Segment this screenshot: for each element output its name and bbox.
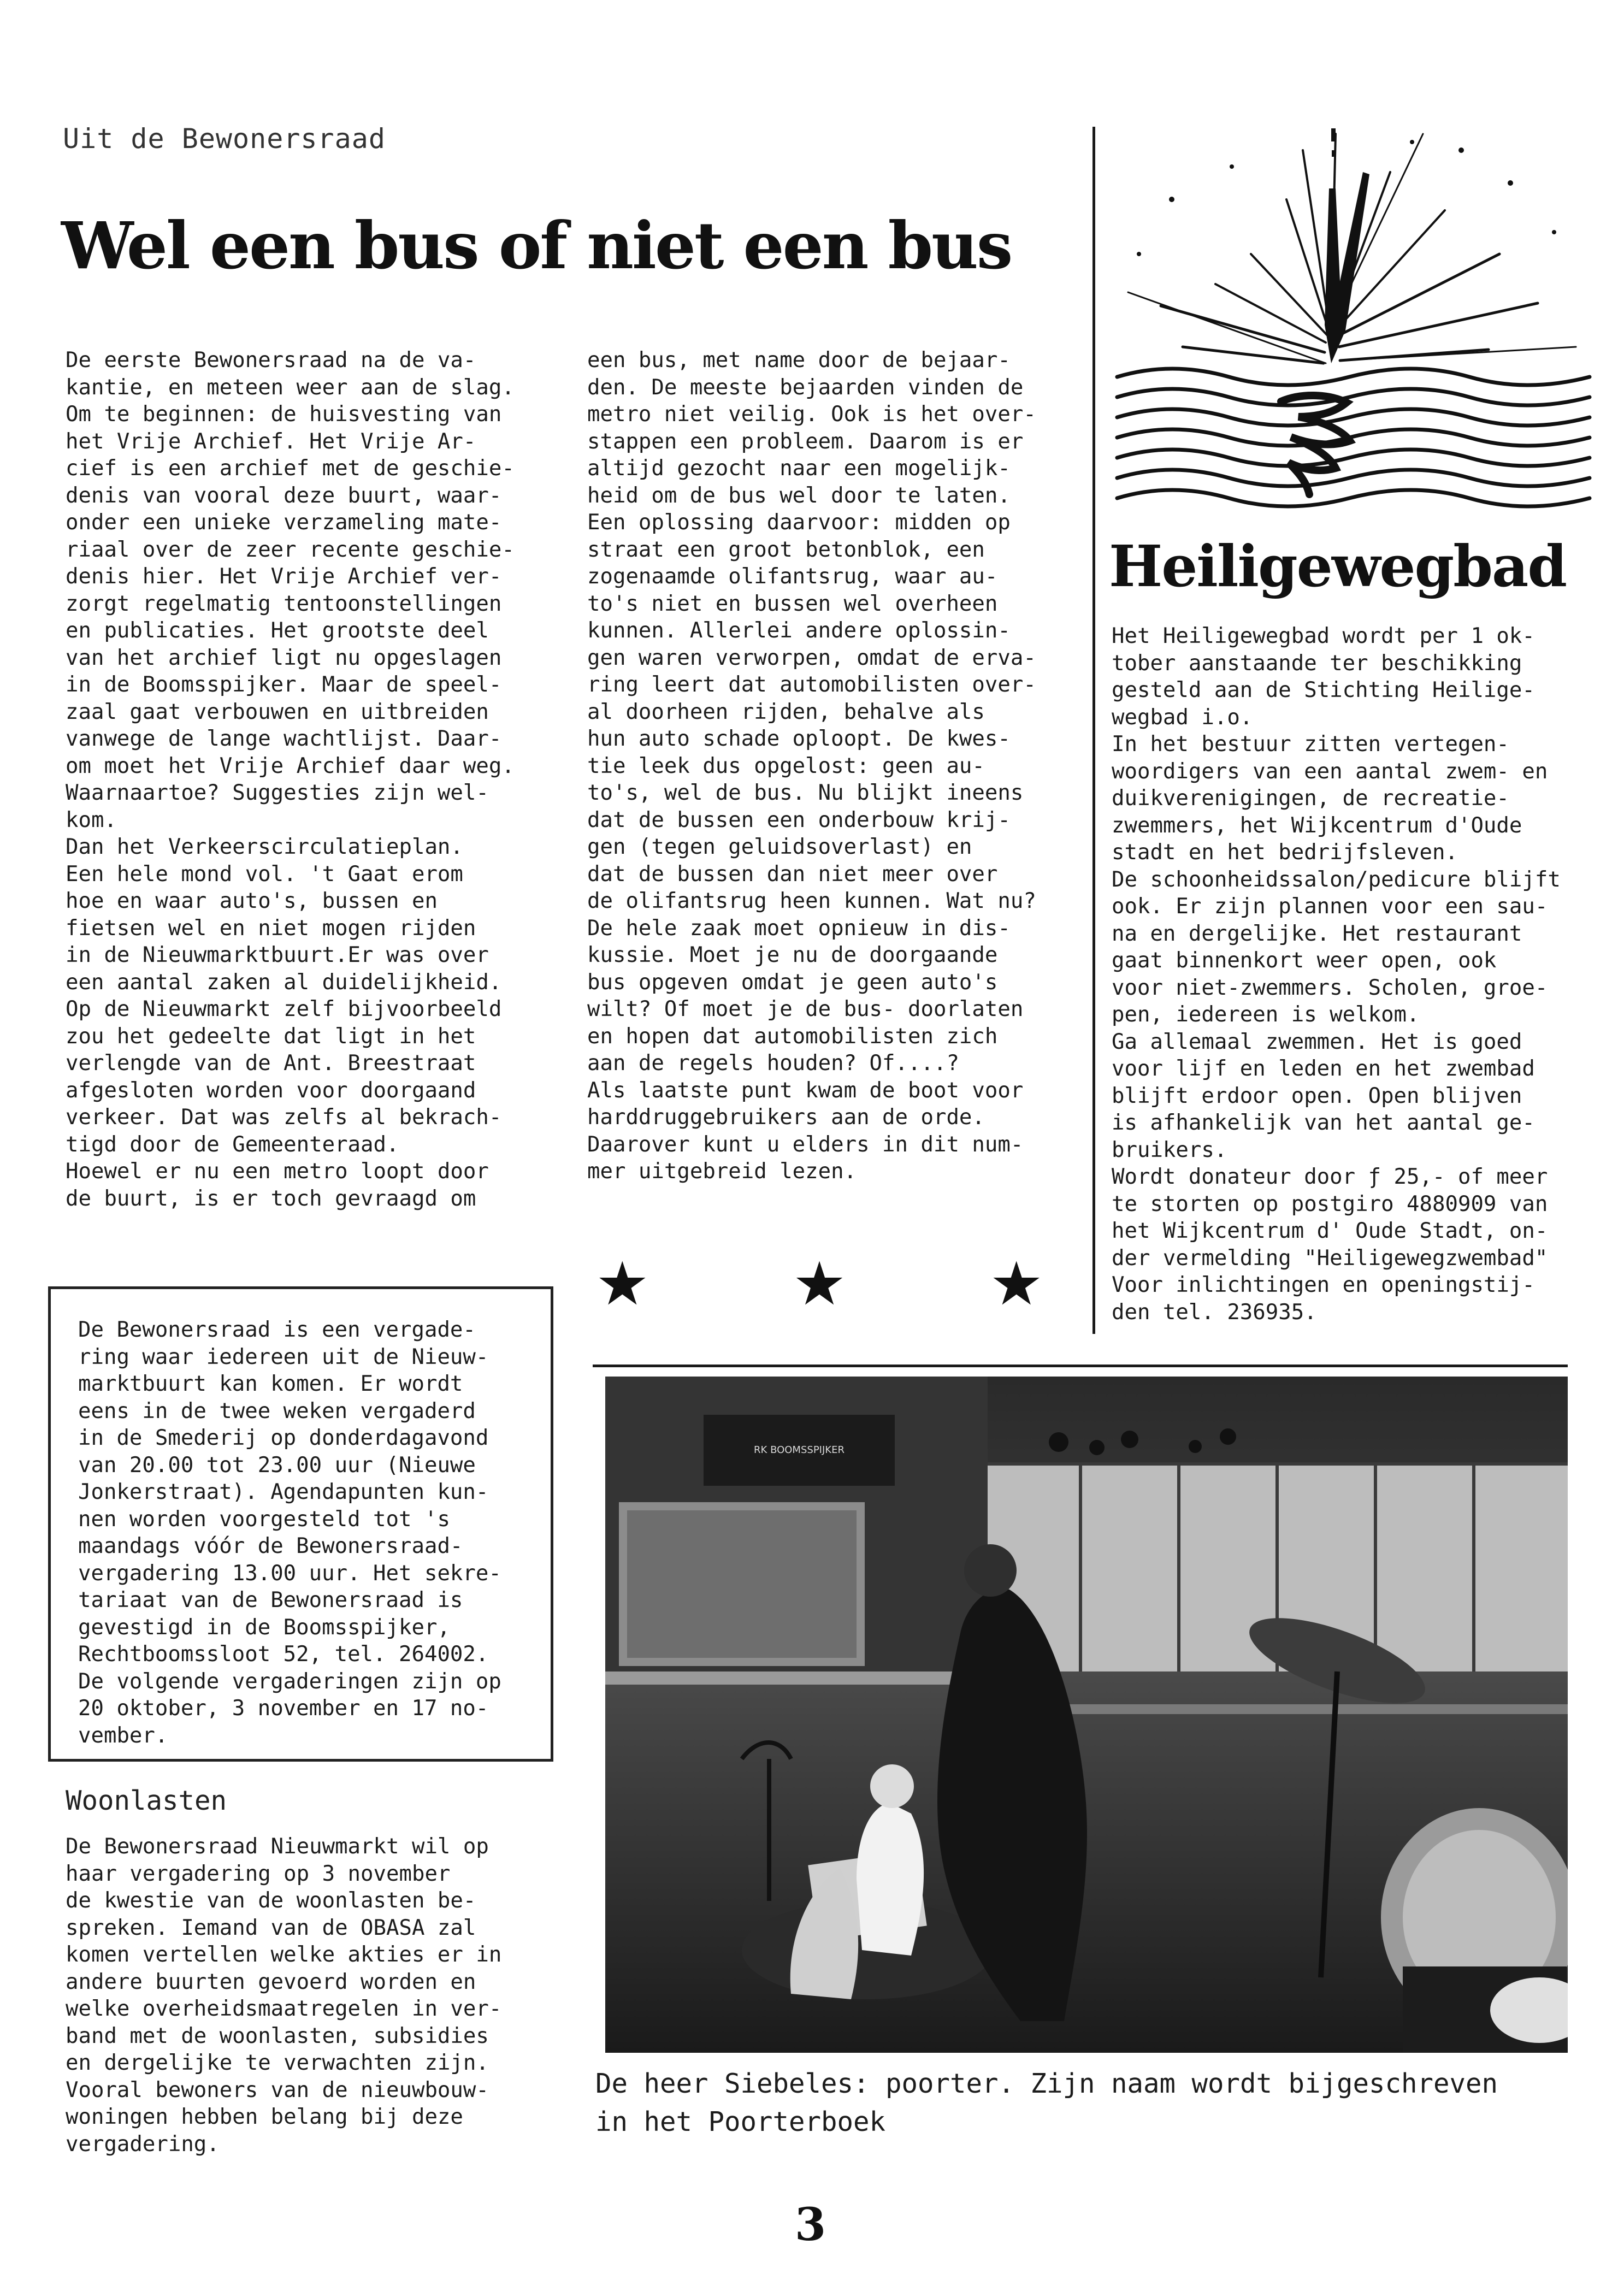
article-line: het Vrije Archief. Het Vrije Ar- xyxy=(66,429,476,454)
sidebar-line: is afhankelijk van het aantal ge- xyxy=(1112,1111,1535,1135)
article-line: Een hele mond vol. 't Gaat erom xyxy=(66,861,463,887)
article-line: zou het gedeelte dat ligt in het xyxy=(66,1024,476,1049)
caption-line: in het Poorterboek xyxy=(595,2106,886,2137)
headline: Wel een bus of niet een bus xyxy=(61,208,1012,283)
article-line: al doorheen rijden, behalve als xyxy=(587,699,985,724)
sidebar-body xyxy=(1112,623,1598,1326)
woonlasten-heading: Woonlasten xyxy=(66,1785,227,1816)
article-line: hoe en waar auto's, bussen en xyxy=(66,889,438,913)
article-line: Een oplossing daarvoor: midden op xyxy=(587,510,1011,535)
info-line: maandags vóór de Bewonersraad- xyxy=(78,1534,463,1558)
column-divider xyxy=(1092,127,1095,1334)
article-line: Dan het Verkeerscirculatieplan. xyxy=(66,835,463,859)
article-line: en publicaties. Het grootste deel xyxy=(66,618,489,643)
article-line: verlengde van de Ant. Breestraat xyxy=(66,1051,476,1076)
sidebar-line: gaat binnenkort weer open, ook xyxy=(1112,948,1497,973)
article-line: van het archief ligt nu opgeslagen xyxy=(66,645,502,670)
info-line: nen worden voorgesteld tot 's xyxy=(78,1507,450,1532)
article-line: heid om de bus wel door te laten. xyxy=(587,483,1011,508)
info-line: De volgende vergaderingen zijn op xyxy=(78,1669,501,1694)
article-line: altijd gezocht naar een mogelijk- xyxy=(587,456,1011,481)
article-line: De eerste Bewonersraad na de va- xyxy=(66,348,476,373)
article-line: een aantal zaken al duidelijkheid. xyxy=(66,970,502,995)
article-line: afgesloten worden voor doorgaand xyxy=(66,1078,476,1103)
info-box-text xyxy=(78,1316,501,1749)
info-line: eens in de twee weken vergaderd xyxy=(78,1398,476,1424)
article-line: zogenaamde olifantsrug, waar au- xyxy=(587,564,998,589)
info-line: tariaat van de Bewonersraad is xyxy=(78,1588,463,1613)
article-line: De hele zaak moet opnieuw in dis- xyxy=(587,915,1011,941)
caption-line: De heer Siebeles: poorter. Zijn naam wordt bijgeschreven xyxy=(595,2068,1498,2099)
sidebar-line: Ga allemaal zwemmen. Het is goed xyxy=(1112,1029,1522,1054)
sidebar-line: voor niet-zwemmers. Scholen, groe- xyxy=(1112,975,1548,1000)
photo xyxy=(605,1377,1568,2053)
sidebar-line: Wordt donateur door ƒ 25,- of meer xyxy=(1112,1165,1548,1189)
photo-caption xyxy=(595,2065,1498,2141)
sign-text: RK BOOMSSPIJKER xyxy=(754,1444,845,1456)
sidebar-line: duikverenigingen, de recreatie- xyxy=(1112,786,1509,811)
article-line: kunnen. Allerlei andere oplossin- xyxy=(587,618,1011,643)
sidebar-line: gesteld aan de Stichting Heilige- xyxy=(1112,678,1535,702)
sidebar-line: In het bestuur zitten vertegen- xyxy=(1112,732,1509,757)
article-line: harddruggebruikers aan de orde. xyxy=(587,1105,985,1130)
woonlasten-body xyxy=(66,1833,546,2158)
article-line: kantie, en meteen weer aan de slag. xyxy=(66,375,515,400)
sidebar-line: den tel. 236935. xyxy=(1112,1300,1317,1325)
article-line: kom. xyxy=(66,807,117,832)
info-line: Rechtboomssloot 52, tel. 264002. xyxy=(78,1642,489,1667)
article-line: verkeer. Dat was zelfs al bekrach- xyxy=(66,1105,502,1130)
sidebar-line: De schoonheidssalon/pedicure blijft xyxy=(1112,867,1561,892)
article-line: denis hier. Het Vrije Archief ver- xyxy=(66,564,502,589)
article-line: zaal gaat verbouwen en uitbreiden xyxy=(66,699,489,724)
sidebar-line: der vermelding "Heiligewegzwembad" xyxy=(1112,1245,1548,1271)
info-line: De Bewonersraad is een vergade- xyxy=(78,1318,476,1342)
article-line: vanwege de lange wachtlijst. Daar- xyxy=(66,727,502,751)
article-line: denis van vooral deze buurt, waar- xyxy=(66,483,502,508)
article-line: gen (tegen geluidsoverlast) en xyxy=(587,835,972,859)
woonlasten-line: woningen hebben belang bij deze xyxy=(66,2105,463,2129)
article-line: in de Boomsspijker. Maar de speel- xyxy=(66,672,502,697)
article-line: fietsen wel en niet mogen rijden xyxy=(66,915,476,941)
photo-top-rule xyxy=(593,1365,1568,1367)
star-icon: ★ xyxy=(792,1249,847,1319)
info-line: Jonkerstraat). Agendapunten kun- xyxy=(78,1480,489,1504)
sidebar-line: wegbad i.o. xyxy=(1112,705,1253,730)
article-line: om moet het Vrije Archief daar weg. xyxy=(66,753,515,778)
article-line: de olifantsrug heen kunnen. Wat nu? xyxy=(587,889,1036,913)
article-line: gen waren verworpen, omdat de erva- xyxy=(587,645,1036,670)
article-line: en hopen dat automobilisten zich xyxy=(587,1024,998,1049)
article-line: cief is een archief met de geschie- xyxy=(66,456,515,481)
sidebar-line: voor lijf en leden en het zwembad xyxy=(1112,1056,1535,1081)
article-line: Op de Nieuwmarkt zelf bijvoorbeeld xyxy=(66,997,502,1021)
article-line: kussie. Moet je nu de doorgaande xyxy=(587,943,998,967)
article-line: dat de bussen een onderbouw krij- xyxy=(587,807,1011,832)
sidebar-line: na en dergelijke. Het restaurant xyxy=(1112,921,1522,946)
article-line: straat een groot betonblok, een xyxy=(587,537,985,562)
article-line: hun auto schade oploopt. De kwes- xyxy=(587,727,1011,751)
woonlasten-line: andere buurten gevoerd worden en xyxy=(66,1969,476,1994)
sidebar-line: tober aanstaande ter beschikking xyxy=(1112,651,1522,676)
article-line: Daarover kunt u elders in dit num- xyxy=(587,1132,1024,1157)
article-column-1 xyxy=(66,347,546,1212)
sidebar-line: stadt en het bedrijfsleven. xyxy=(1112,840,1458,865)
woonlasten-line: welke overheidsmaatregelen in ver- xyxy=(66,1997,502,2021)
woonlasten-line: komen vertellen welke akties er in xyxy=(66,1942,502,1967)
sidebar-line: Voor inlichtingen en openingstij- xyxy=(1112,1273,1535,1297)
info-line: 20 oktober, 3 november en 17 no- xyxy=(78,1696,489,1721)
woonlasten-line: band met de woonlasten, subsidies xyxy=(66,2023,489,2048)
info-line: vergadering 13.00 uur. Het sekre- xyxy=(78,1561,501,1586)
article-line: dat de bussen dan niet meer over xyxy=(587,861,998,887)
article-line: mer uitgebreid lezen. xyxy=(587,1159,857,1184)
article-line: aan de regels houden? Of....? xyxy=(587,1051,959,1076)
article-line: een bus, met name door de bejaar- xyxy=(587,348,1011,373)
section-label: Uit de Bewonersraad xyxy=(63,123,386,155)
article-line: to's niet en bussen wel overheen xyxy=(587,591,998,616)
article-line: to's, wel de bus. Nu blijkt ineens xyxy=(587,781,1024,805)
info-line: van 20.00 tot 23.00 uur (Nieuwe xyxy=(78,1452,476,1478)
sidebar-line: bruikers. xyxy=(1112,1137,1227,1162)
article-line: Als laatste punt kwam de boot voor xyxy=(587,1078,1024,1103)
article-line: onder een unieke verzameling mate- xyxy=(66,510,502,535)
woonlasten-line: en dergelijke te verwachten zijn. xyxy=(66,2051,489,2075)
sidebar-line: blijft erdoor open. Open blijven xyxy=(1112,1083,1522,1108)
article-line: ring leert dat automobilisten over- xyxy=(587,672,1036,697)
woonlasten-line: de kwestie van de woonlasten be- xyxy=(66,1888,476,1913)
article-line: riaal over de zeer recente geschie- xyxy=(66,537,515,562)
article-line: stappen een probleem. Daarom is er xyxy=(587,429,1024,454)
article-line: den. De meeste bejaarden vinden de xyxy=(587,375,1024,400)
woonlasten-line: haar vergadering op 3 november xyxy=(66,1861,451,1886)
star-separator xyxy=(595,1249,1043,1319)
sidebar-line: zwemmers, het Wijkcentrum d'Oude xyxy=(1112,813,1522,838)
star-icon: ★ xyxy=(595,1249,649,1319)
info-line: ring waar iedereen uit de Nieuw- xyxy=(78,1344,489,1369)
woonlasten-line: vergadering. xyxy=(66,2131,220,2157)
article-column-2 xyxy=(587,347,1079,1185)
article-line: tigd door de Gemeenteraad. xyxy=(66,1132,399,1157)
sidebar-line: Het Heiligewegbad wordt per 1 ok- xyxy=(1112,624,1535,648)
sidebar-line: woordigers van een aantal zwem- en xyxy=(1112,759,1548,784)
article-line: in de Nieuwmarktbuurt.Er was over xyxy=(66,943,489,967)
info-line: gevestigd in de Boomsspijker, xyxy=(78,1615,450,1640)
woonlasten-line: Vooral bewoners van de nieuwbouw- xyxy=(66,2077,489,2102)
sidebar-line: ook. Er zijn plannen voor een sau- xyxy=(1112,894,1548,919)
article-line: metro niet veilig. Ook is het over- xyxy=(587,402,1036,427)
woonlasten-line: spreken. Iemand van de OBASA zal xyxy=(66,1915,476,1940)
article-line: tie leek dus opgelost: geen au- xyxy=(587,753,985,778)
info-box xyxy=(48,1286,553,1762)
sidebar-title: Heiligewegbad xyxy=(1109,533,1567,600)
article-line: Hoewel er nu een metro loopt door xyxy=(66,1159,489,1184)
sidebar-line: pen, iedereen is welkom. xyxy=(1112,1002,1420,1027)
sidebar-line: het Wijkcentrum d' Oude Stadt, on- xyxy=(1112,1219,1548,1243)
splash-illustration xyxy=(1106,117,1592,527)
article-line: bus opgeven omdat je geen auto's xyxy=(587,970,998,995)
info-line: marktbuurt kan komen. Er wordt xyxy=(78,1372,463,1396)
star-icon: ★ xyxy=(989,1249,1043,1319)
info-line: in de Smederij op donderdagavond xyxy=(78,1426,489,1450)
article-line: Waarnaartoe? Suggesties zijn wel- xyxy=(66,781,489,805)
article-line: zorgt regelmatig tentoonstellingen xyxy=(66,591,502,616)
article-line: Om te beginnen: de huisvesting van xyxy=(66,402,502,427)
page-number: 3 xyxy=(795,2199,826,2251)
sidebar-line: te storten op postgiro 4880909 van xyxy=(1112,1191,1548,1216)
article-line: wilt? Of moet je de bus- doorlaten xyxy=(587,997,1024,1021)
woonlasten-line: De Bewonersraad Nieuwmarkt wil op xyxy=(66,1834,489,1859)
article-line: de buurt, is er toch gevraagd om xyxy=(66,1186,476,1211)
info-line: vember. xyxy=(78,1723,168,1748)
